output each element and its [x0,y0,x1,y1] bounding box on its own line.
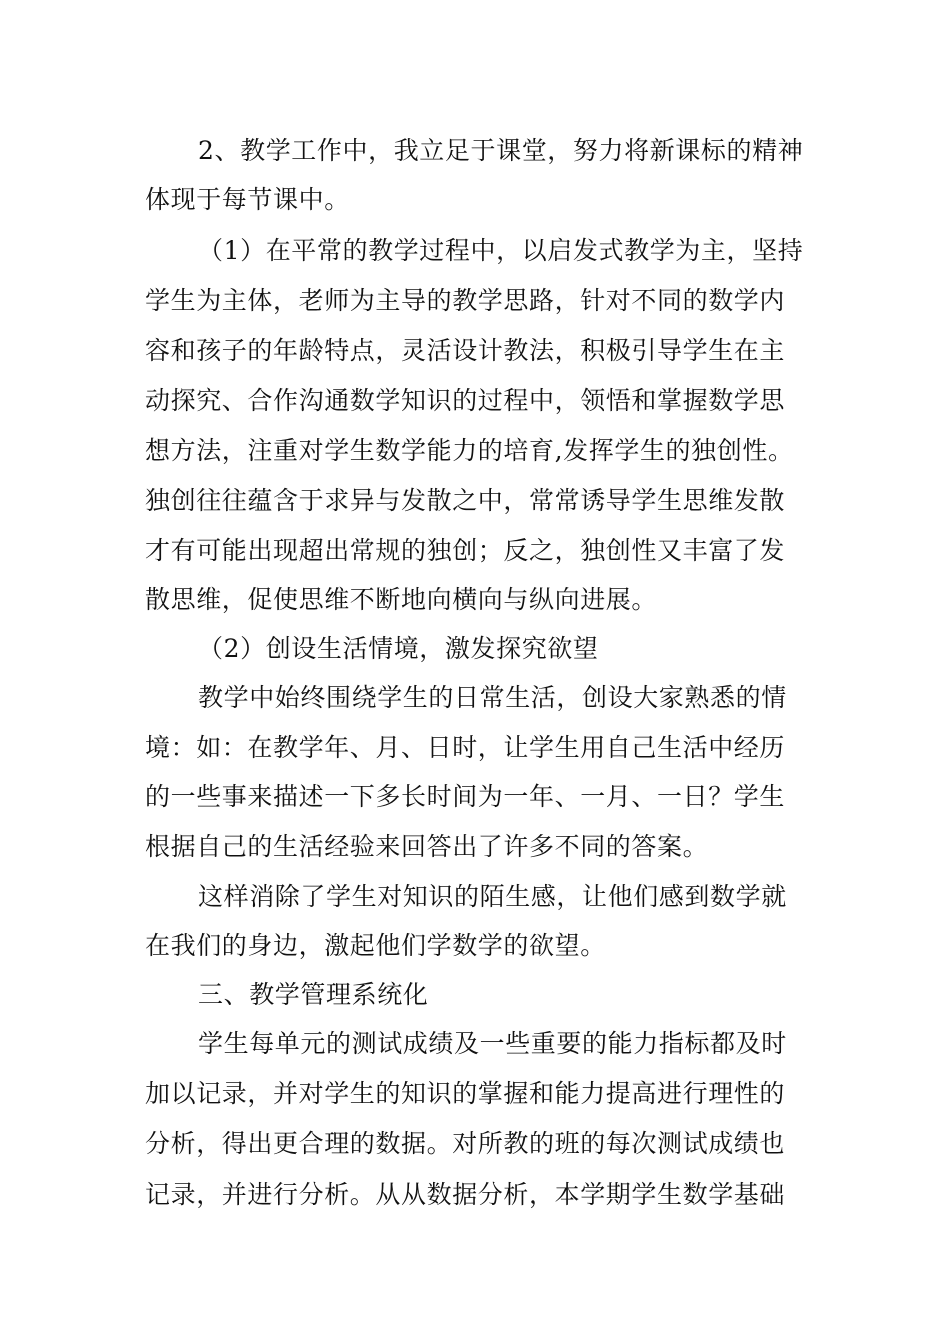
paragraph-line: 教学中始终围绕学生的日常生活，创设大家熟悉的情 [198,683,787,712]
paragraph-line: 分析，得出更合理的数据。对所教的班的每次测试成绩也 [145,1129,786,1158]
paragraph-line: 体现于每节课中。 [145,185,350,214]
paragraph-line: 记录，并进行分析。从从数据分析，本学期学生数学基础 [145,1180,786,1209]
paragraph-line: 散思维，促使思维不断地向横向与纵向进展。 [145,585,658,614]
paragraph-line: 在我们的身边，激起他们学数学的欲望。 [145,931,606,960]
paragraph-line: 根据自己的生活经验来回答出了许多不同的答案。 [145,832,709,861]
paragraph-line: 才有可能出现超出常规的独创；反之，独创性又丰富了发 [145,536,786,565]
subheading-line: （2）创设生活情境，激发探究欲望 [198,634,599,663]
paragraph-line: 的一些事来描述一下多长时间为一年、一月、一日？学生 [145,782,786,811]
paragraph-line: 独创往往蕴含于求异与发散之中，常常诱导学生思维发散 [145,486,786,515]
paragraph-line: 容和孩子的年龄特点，灵活设计教法，积极引导学生在主 [145,336,786,365]
paragraph-line: 学生每单元的测试成绩及一些重要的能力指标都及时 [198,1029,787,1058]
paragraph-line: （1）在平常的教学过程中，以启发式教学为主，坚持 [198,236,804,265]
paragraph-line: 这样消除了学生对知识的陌生感，让他们感到数学就 [198,882,787,911]
paragraph-line: 动探究、合作沟通数学知识的过程中，领悟和掌握数学思 [145,386,786,415]
paragraph-line: 境：如：在教学年、月、日时，让学生用自己生活中经历 [145,733,786,762]
paragraph-line: 加以记录，并对学生的知识的掌握和能力提高进行理性的 [145,1079,786,1108]
paragraph-line: 想方法，注重对学生数学能力的培育,发挥学生的独创性。 [145,436,794,465]
paragraph-line: 学生为主体，老师为主导的教学思路，针对不同的数学内 [145,286,786,315]
section-heading: 三、教学管理系统化 [198,980,429,1009]
paragraph-line: 2、教学工作中，我立足于课堂，努力将新课标的精神 [198,136,804,165]
